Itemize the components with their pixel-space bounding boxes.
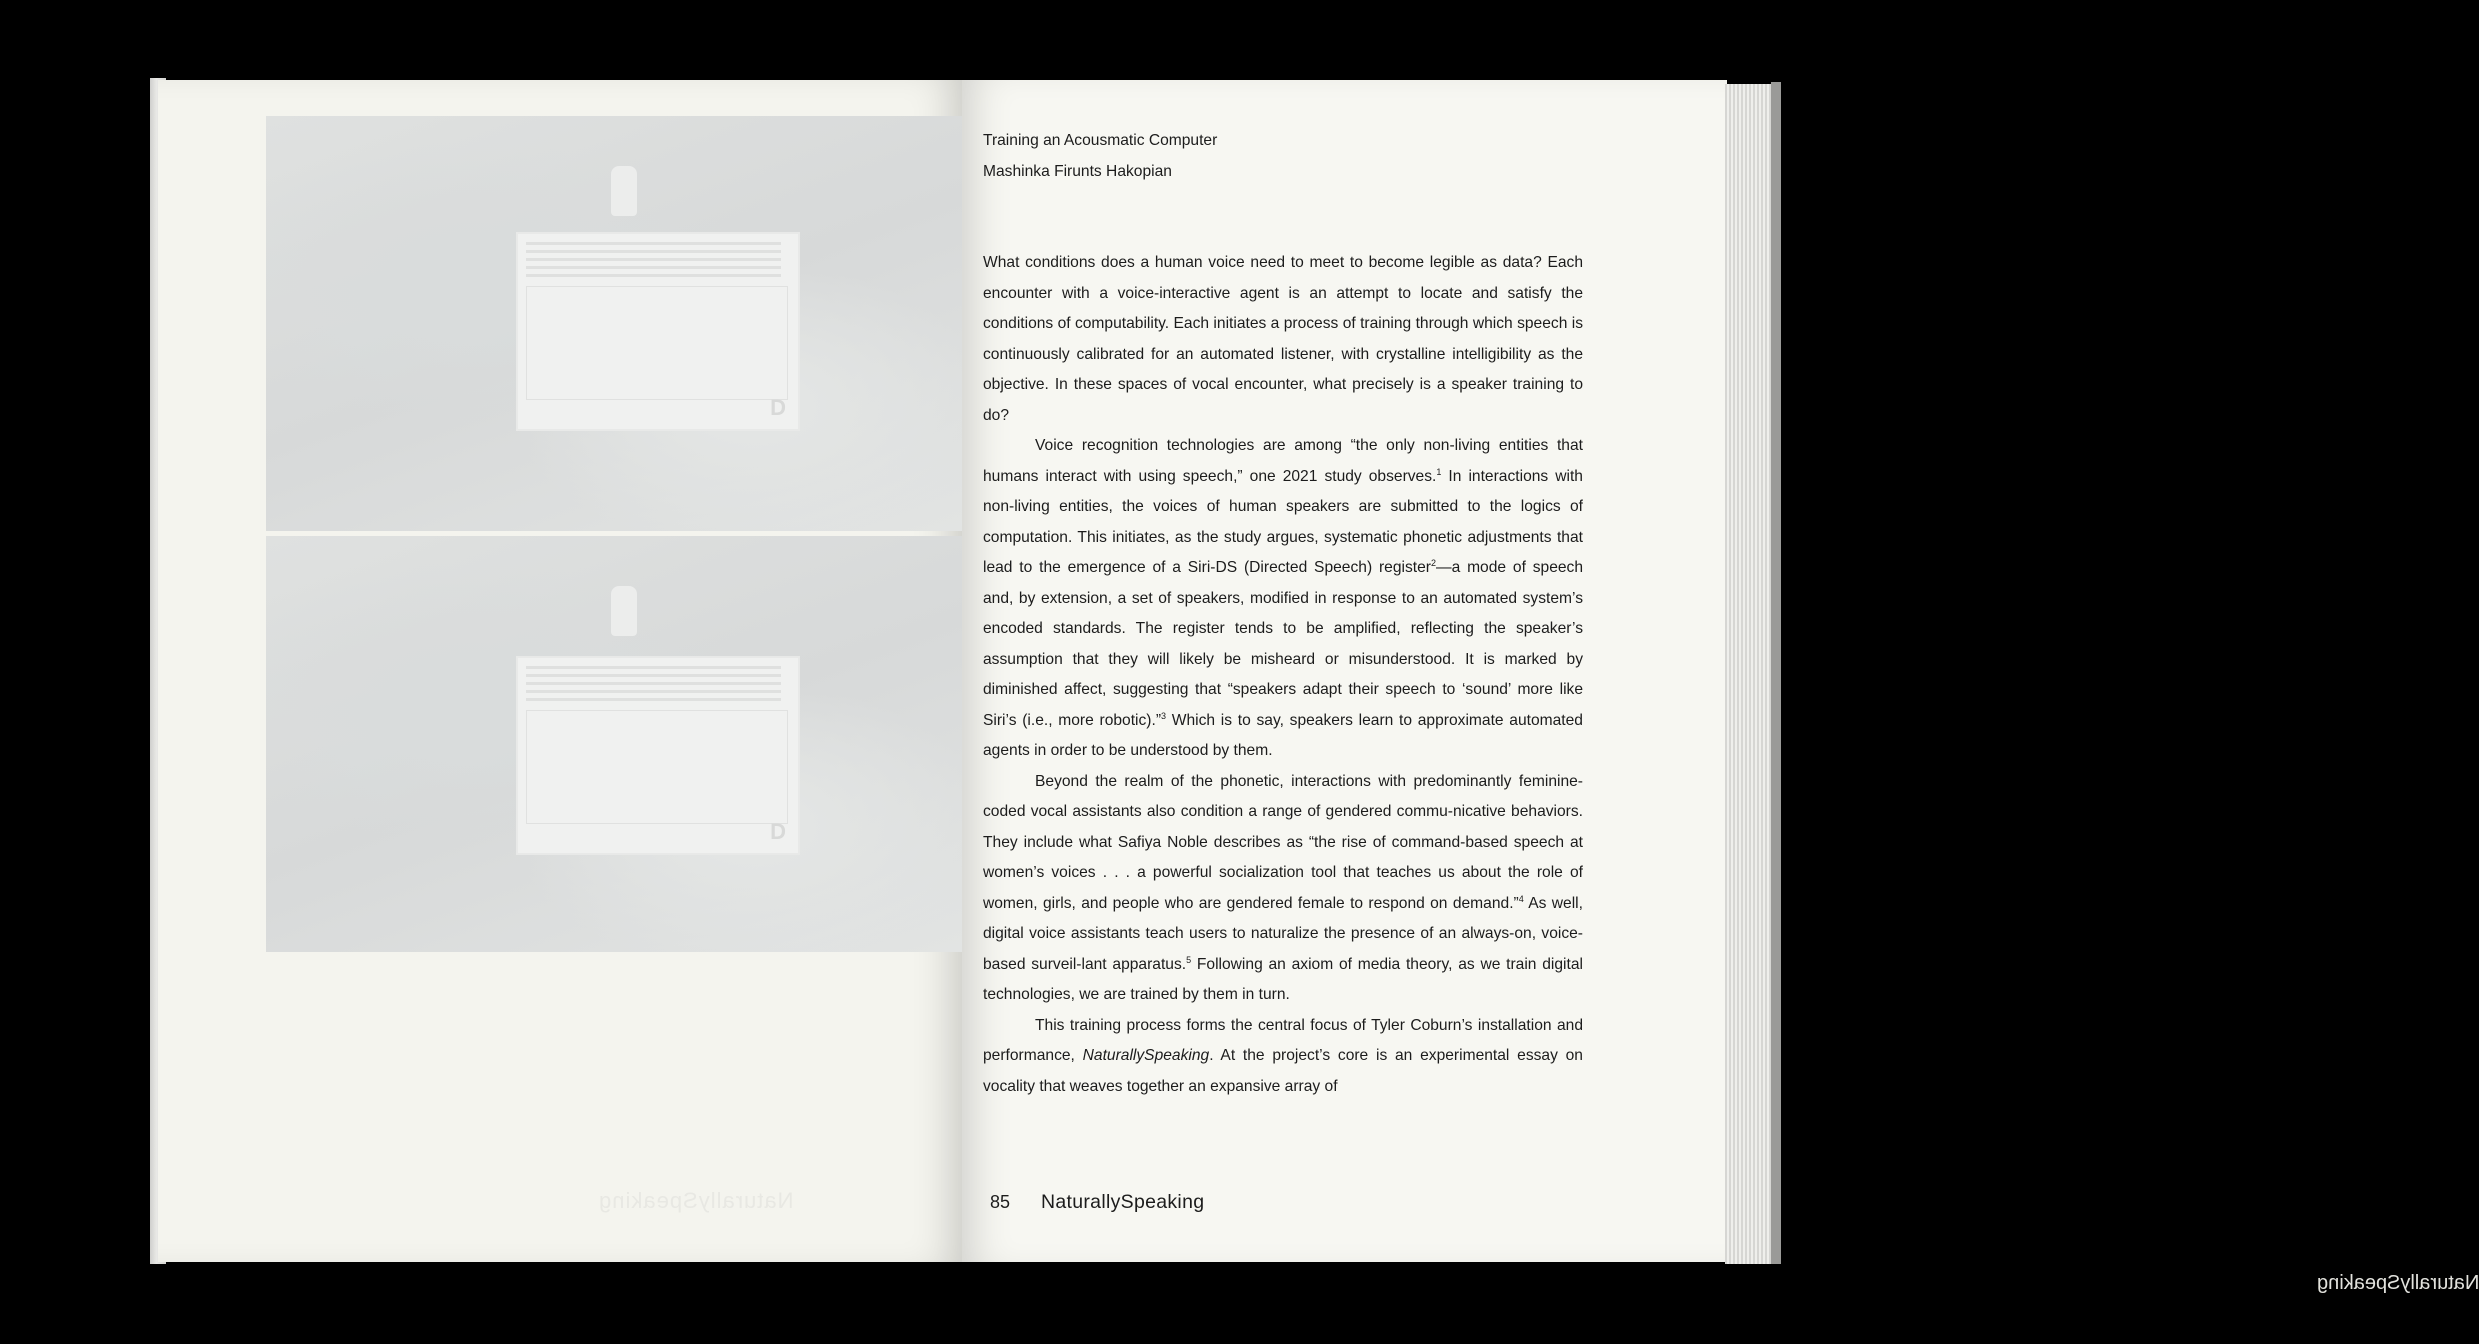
dragon-logo-icon: D (770, 395, 786, 420)
footnote-marker: 5 (1186, 954, 1192, 965)
page-number: 85 (990, 1192, 1011, 1212)
left-page (158, 80, 962, 1262)
footnote-marker: 4 (1518, 893, 1524, 904)
paragraph (983, 1011, 1583, 1103)
monitor-screen (516, 232, 800, 431)
photo-top (266, 116, 962, 531)
cup-shape (611, 166, 637, 216)
running-head: NaturallySpeaking (1041, 1191, 1205, 1213)
screen-frame (526, 710, 788, 824)
essay-body (983, 248, 1583, 1102)
text-run: —a mode of speech and, by extension, a set of speakers, modified in response to an automated system’s encoded standards. The register tends to be amplified, reflecting the speaker’s assumption that they will likely be misheard or misunderstood. It is marked by diminished affect, suggesting that “speakers adapt their speech to ‘sound’ more like Siri’s (i.e., more robotic).” (983, 559, 1584, 729)
text-run: In interactions with non-living entities, the voices of human speakers are submitted to the logics of computation. This initiates, as the study argues, systematic phonetic adjustments that lead to the emergence of a Siri-DS (Directed Speech) register (983, 467, 1583, 576)
screen-frame (526, 286, 788, 400)
text-run: What conditions does a human voice need to meet to become legible as data? Each encounter with a voice-interactive agent is an attempt to locate and satisfy the conditions of computability. Each initiates a process of training through which speech is continuously calibrated for an automated listener, with crystalline intelligibility as the objective. In these spaces of vocal encounter, what precisely is a speaker training to do? (983, 254, 1583, 424)
essay-author: Mashinka Firunts Hakopian (983, 162, 1172, 180)
show-through-running-head: NaturallySpeaking (2317, 1272, 2479, 1294)
photo-bottom (266, 536, 962, 952)
screen-text-lines (526, 242, 781, 280)
screen-text-lines (526, 666, 781, 704)
footnote-marker: 1 (1436, 466, 1442, 477)
paragraph (983, 248, 1583, 431)
monitor-screen (516, 656, 800, 855)
back-cover (1771, 82, 1781, 1264)
text-run: This training process forms the central focus of Tyler Coburn’s installation and performance, (983, 1016, 1583, 1064)
paragraph (983, 431, 1583, 767)
essay-text (983, 126, 1583, 1102)
book-right-edge (1725, 84, 1781, 1264)
text-run: Which is to say, speakers learn to approximate automated agents in order to be understood by them. (983, 711, 1583, 759)
text-run: . At the project’s core is an experimental essay on vocality that weaves together an expansive array of (983, 1047, 1583, 1095)
mirrored-running-head: NaturallySpeaking (598, 1188, 794, 1213)
dragon-logo-icon: D (770, 819, 786, 844)
text-run: Beyond the realm of the phonetic, interactions with predominantly feminine-coded vocal assistants also condition a range of gendered commu-nicative behaviors. They include what Safiya Noble describes as “the rise of command-based speech at women’s voices . . . a powerful socialization tool that teaches us about the role of women, girls, and people who are gendered female to respond on demand.” (983, 772, 1583, 912)
paragraph (983, 767, 1583, 1011)
text-run: Voice recognition technologies are among “the only non-living entities that humans interact with using speech,” one 2021 study observes. (983, 437, 1583, 485)
cup-shape (611, 586, 637, 636)
text-run: Following an axiom of media theory, as we train digital technologies, we are trained by them in turn. (983, 955, 1583, 1003)
text-run: As well, digital voice assistants teach users to naturalize the presence of an always-on, voice-based surveil-lant apparatus. (983, 894, 1583, 973)
footnote-marker: 3 (1161, 710, 1167, 721)
footnote-marker: 2 (1430, 558, 1436, 568)
italic-title: NaturallySpeaking (1082, 1047, 1210, 1064)
essay-title: Training an Acousmatic Computer (983, 132, 1218, 149)
